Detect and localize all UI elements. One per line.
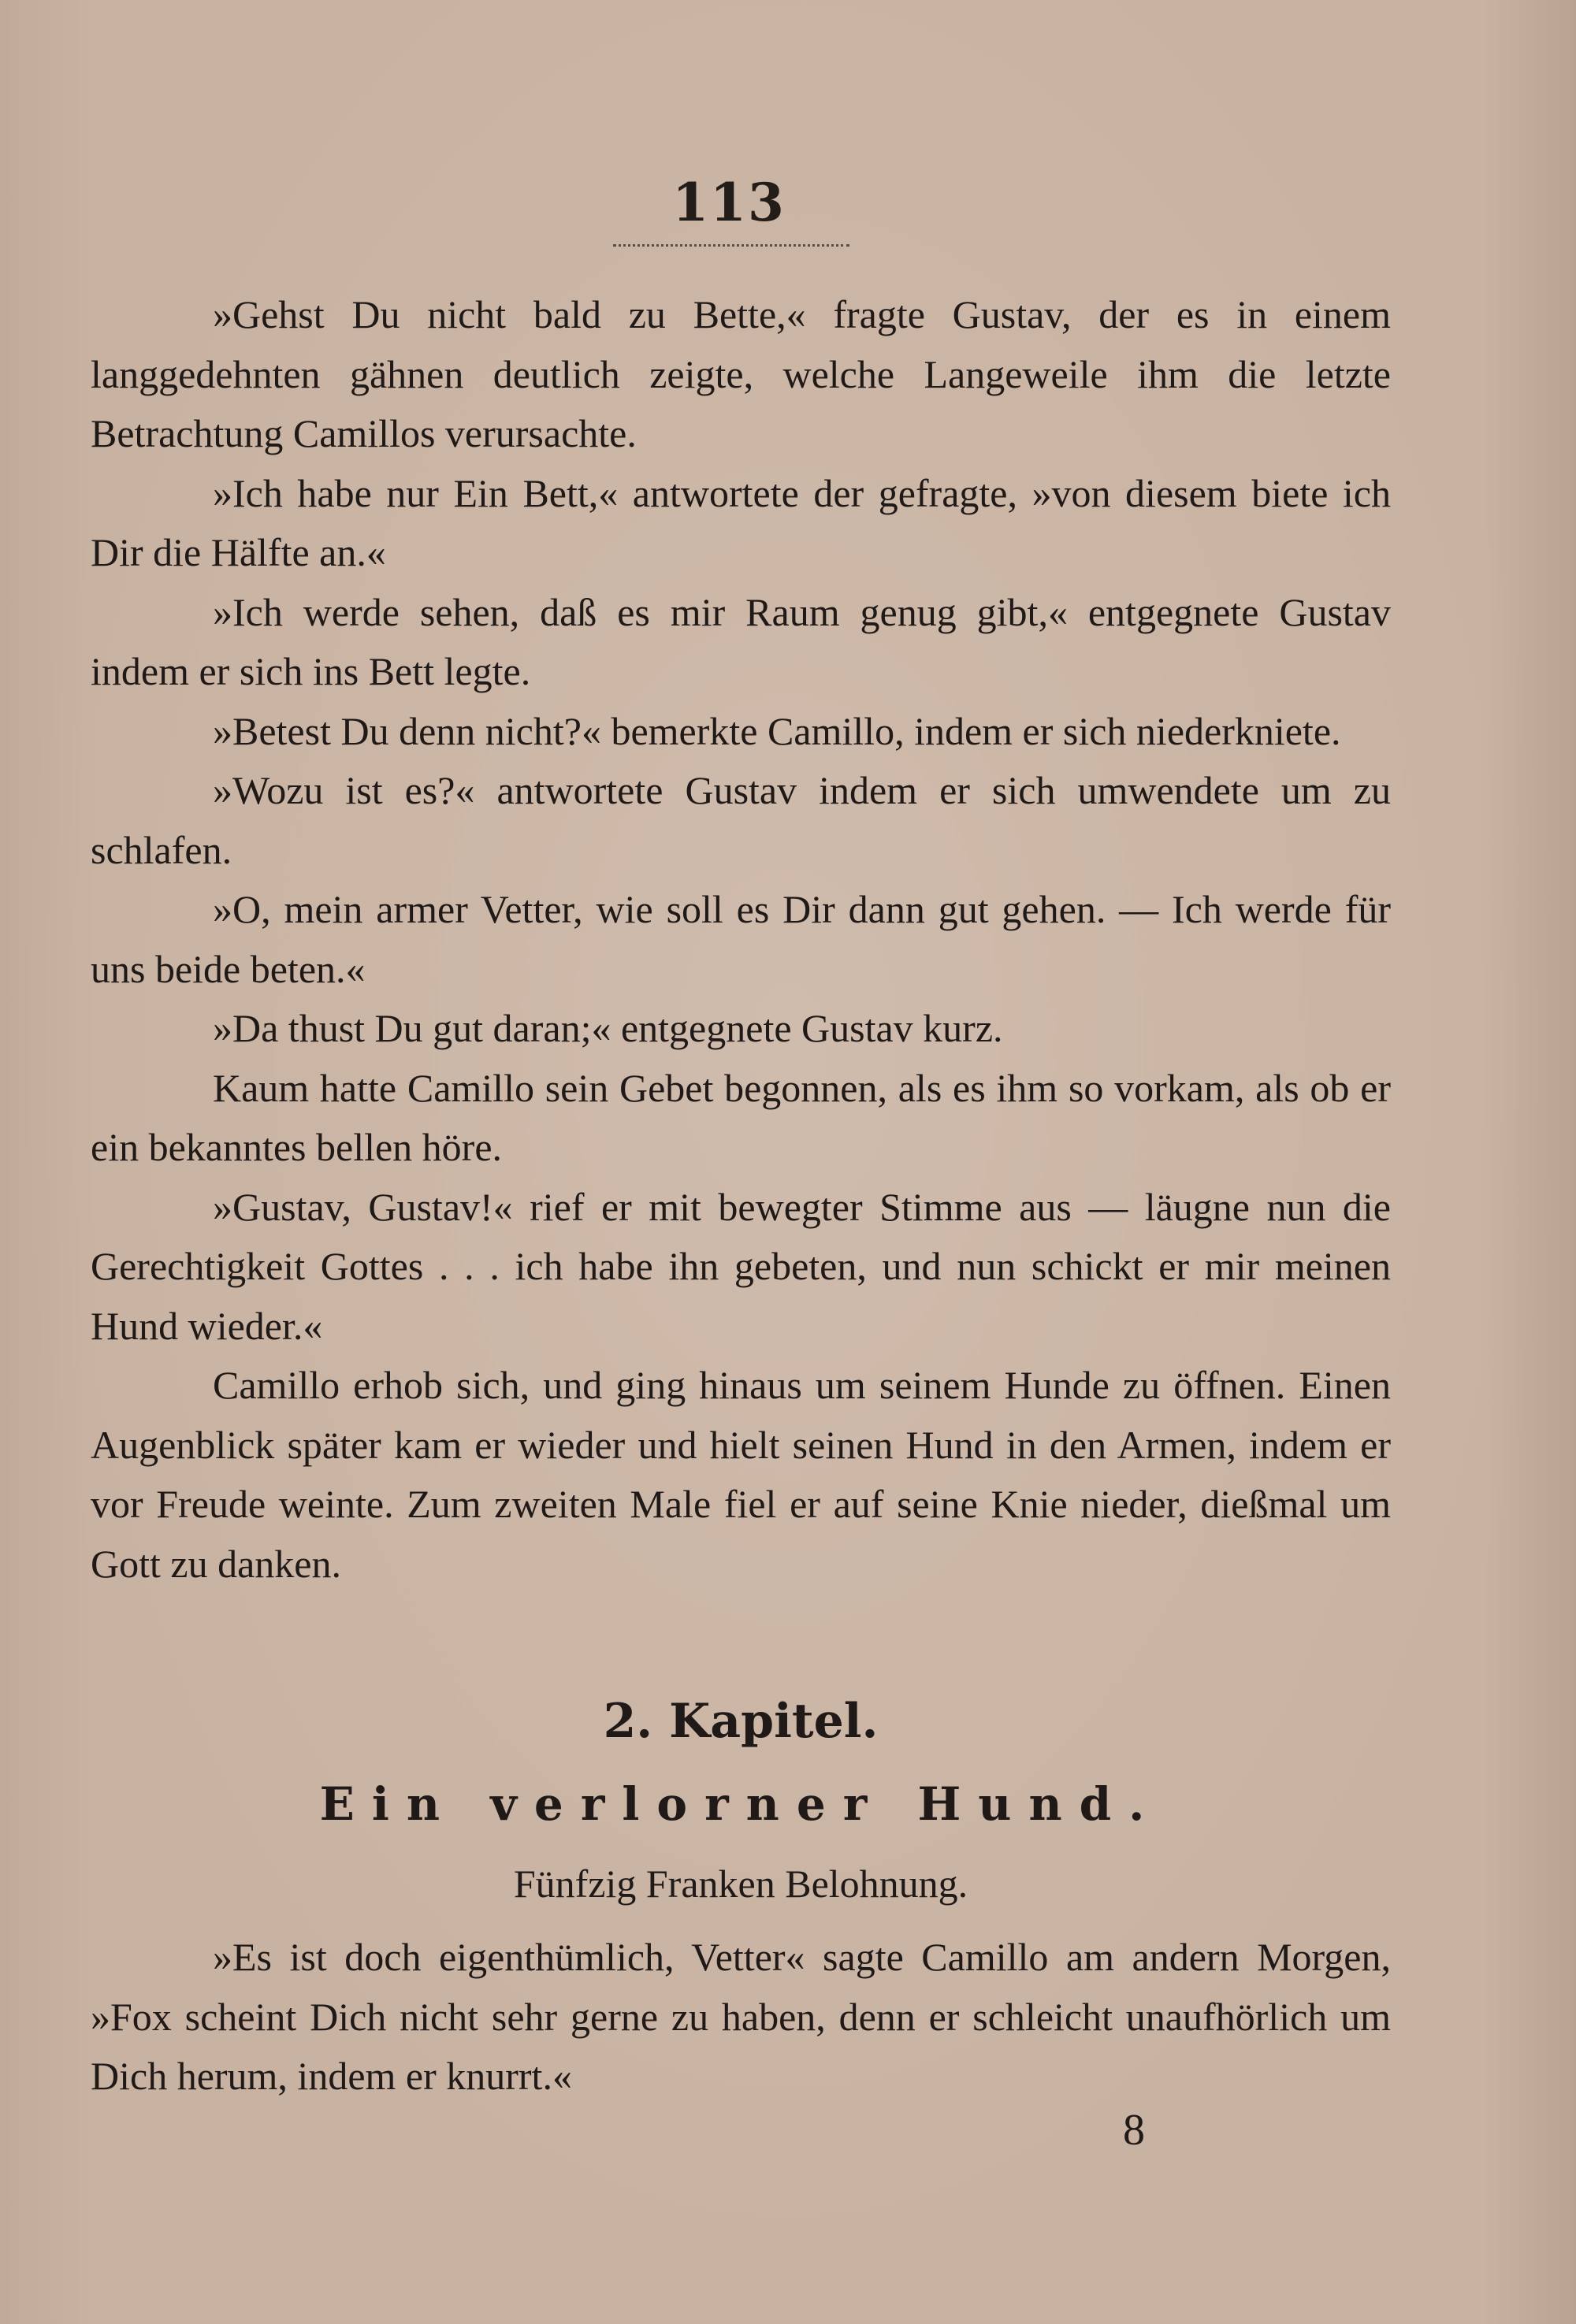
body-text (91, 285, 1391, 1594)
paragraph: »Gehst Du nicht bald zu Bette,« fragte Gustav, der es in einem langgedehnten gähnen deutlich zeigte, welche Langeweile ihm die letzte Betrachtung Camillos verursachte. (91, 292, 1391, 455)
header-dotted-rule (613, 244, 849, 247)
paragraph: Camillo erhob sich, und ging hinaus um seinem Hunde zu öffnen. Einen Augenblick später kam er wieder und hielt seinen Hund in den Armen, indem er vor Freude weinte. Zum zweiten Male fiel er auf seine Knie nieder, dießmal um Gott zu danken. (91, 1363, 1391, 1586)
chapter-title: Ein verlorner Hund. (319, 1777, 1162, 1831)
paragraph: »Es ist doch eigenthümlich, Vetter« sagte Camillo am andern Morgen, »Fox scheint Dich nicht sehr gerne zu haben, denn er schleicht unaufhörlich um Dich herum, indem er knurrt.« (91, 1935, 1391, 2098)
chapter-body-text (91, 1928, 1391, 2107)
paragraph: »O, mein armer Vetter, wie soll es Dir dann gut gehen. — Ich werde für uns beide beten.« (91, 887, 1391, 991)
paragraph: »Da thust Du gut daran;« entgegnete Gustav kurz. (213, 1006, 1003, 1050)
paragraph: »Ich werde sehen, daß es mir Raum genug gibt,« entgegnete Gustav indem er sich ins Bett legte. (91, 589, 1391, 693)
paragraph: »Ich habe nur Ein Bett,« antwortete der gefragte, »von diesem biete ich Dir die Hälfte an.« (91, 470, 1391, 574)
paragraph: Kaum hatte Camillo sein Gebet begonnen, als es ihm so vorkam, als ob er ein bekanntes bellen höre. (91, 1065, 1391, 1169)
chapter-number: 2. Kapitel. (603, 1694, 879, 1749)
paragraph: »Gustav, Gustav!« rief er mit bewegter Stimme aus — läugne nun die Gerechtigkeit Gottes . . . ich habe ihn gebeten, und nun schickt er mir meinen Hund wieder.« (91, 1184, 1391, 1348)
page-number: 113 (672, 172, 786, 233)
printer-signature-mark: 8 (1123, 2106, 1145, 2155)
paragraph: »Wozu ist es?« antwortete Gustav indem er sich umwendete um zu schlafen. (91, 768, 1391, 872)
chapter-subtitle: Fünfzig Franken Belohnung. (513, 1862, 968, 1906)
paragraph: »Betest Du denn nicht?« bemerkte Camillo, indem er sich niederkniete. (213, 708, 1341, 753)
